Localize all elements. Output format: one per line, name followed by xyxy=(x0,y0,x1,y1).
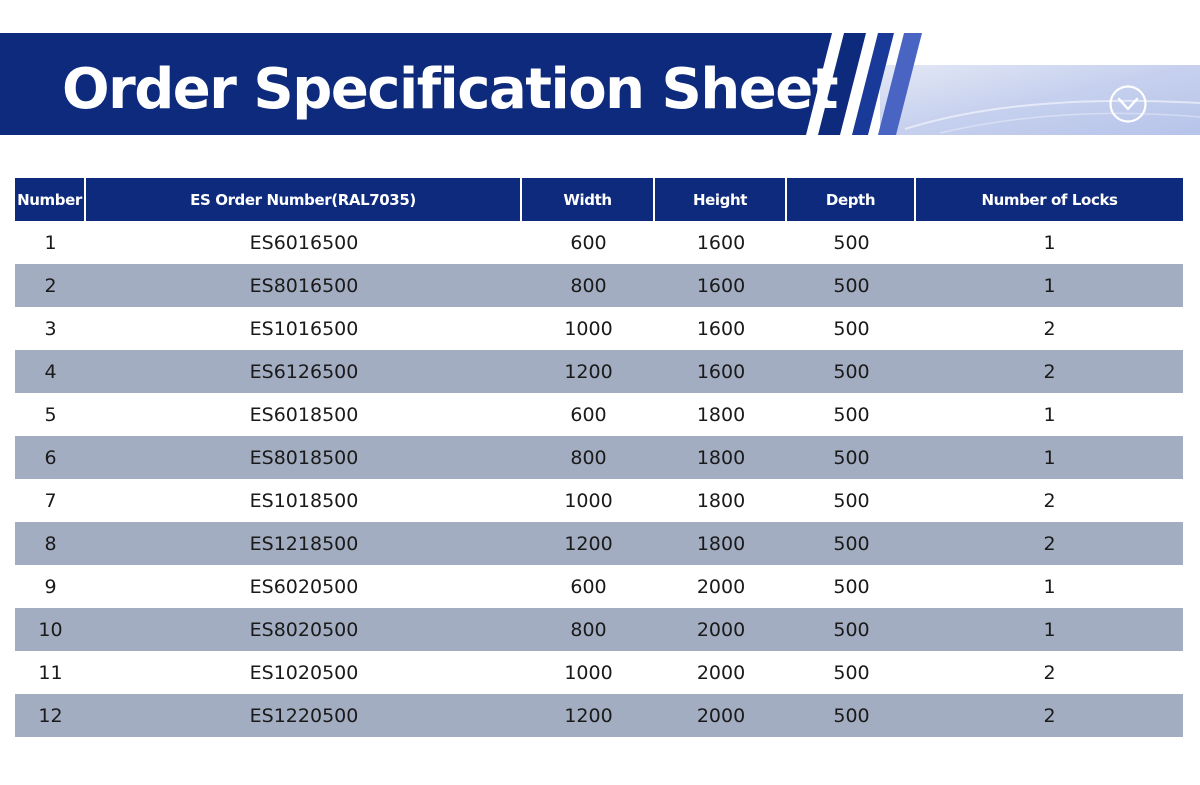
cell-order-number: ES1020500 xyxy=(249,661,359,684)
cell-order-number: ES1220500 xyxy=(86,694,522,737)
table-row xyxy=(15,350,1183,393)
cell-number: 11 xyxy=(38,661,63,684)
cell-depth: 500 xyxy=(833,317,870,340)
cell-locks: 1 xyxy=(916,436,1183,479)
cell-height: 1800 xyxy=(696,489,746,512)
cell-depth: 500 xyxy=(787,522,916,565)
cell-locks: 1 xyxy=(916,608,1183,651)
table-row xyxy=(15,221,1183,264)
table-row xyxy=(15,651,1183,694)
cell-width: 800 xyxy=(522,608,655,651)
cell-width: 800 xyxy=(522,264,655,307)
page-title: Order Specification Sheet xyxy=(62,57,837,122)
cell-number: 1 xyxy=(44,231,57,254)
cell-order-number: ES8018500 xyxy=(86,436,522,479)
table-row xyxy=(15,436,1183,479)
cell-locks: 2 xyxy=(916,522,1183,565)
cell-order-number: ES1016500 xyxy=(249,317,359,340)
cell-number: 7 xyxy=(44,489,57,512)
cell-width: 1000 xyxy=(564,661,613,684)
cell-locks: 2 xyxy=(1043,661,1056,684)
cell-order-number: ES1018500 xyxy=(249,489,359,512)
cell-locks: 2 xyxy=(916,350,1183,393)
cell-width: 1200 xyxy=(522,694,655,737)
cell-depth: 500 xyxy=(787,436,916,479)
cell-height: 1600 xyxy=(696,317,746,340)
column-header-width: Width xyxy=(522,178,655,221)
cell-number: 8 xyxy=(15,522,86,565)
cell-order-number: ES8016500 xyxy=(86,264,522,307)
cell-width: 600 xyxy=(570,575,607,598)
cell-width: 1000 xyxy=(564,317,613,340)
cell-locks: 1 xyxy=(916,264,1183,307)
cell-locks: 1 xyxy=(1043,231,1056,254)
column-header-depth: Depth xyxy=(787,178,916,221)
cell-height: 1800 xyxy=(655,436,787,479)
cell-number: 2 xyxy=(15,264,86,307)
column-header-order-number: ES Order Number(RAL7035) xyxy=(86,178,522,221)
cell-number: 3 xyxy=(44,317,57,340)
cell-number: 4 xyxy=(15,350,86,393)
cell-depth: 500 xyxy=(833,231,870,254)
cell-number: 5 xyxy=(44,403,57,426)
table-row xyxy=(15,393,1183,436)
column-header-locks: Number of Locks xyxy=(916,178,1183,221)
cell-width: 800 xyxy=(522,436,655,479)
table-row xyxy=(15,522,1183,565)
column-header-number: Number xyxy=(15,178,86,221)
table-row xyxy=(15,479,1183,522)
cell-height: 2000 xyxy=(696,661,746,684)
cell-height: 1800 xyxy=(696,403,746,426)
cell-depth: 500 xyxy=(833,489,870,512)
table-row xyxy=(15,307,1183,350)
cell-width: 1200 xyxy=(522,350,655,393)
cell-width: 1200 xyxy=(522,522,655,565)
cell-locks: 1 xyxy=(1043,575,1056,598)
cell-height: 2000 xyxy=(696,575,746,598)
cell-number: 10 xyxy=(15,608,86,651)
cell-depth: 500 xyxy=(787,694,916,737)
cell-width: 600 xyxy=(570,231,607,254)
column-header-height: Height xyxy=(655,178,787,221)
cell-number: 6 xyxy=(15,436,86,479)
cell-depth: 500 xyxy=(833,575,870,598)
cell-height: 2000 xyxy=(655,694,787,737)
cell-height: 1600 xyxy=(696,231,746,254)
cell-locks: 2 xyxy=(1043,489,1056,512)
cell-depth: 500 xyxy=(787,608,916,651)
cell-order-number: ES8020500 xyxy=(86,608,522,651)
cell-locks: 1 xyxy=(1043,403,1056,426)
cell-order-number: ES6020500 xyxy=(249,575,359,598)
cell-height: 1600 xyxy=(655,350,787,393)
table-header-row xyxy=(15,178,1183,221)
cell-number: 9 xyxy=(44,575,57,598)
cell-number: 12 xyxy=(15,694,86,737)
cell-height: 1800 xyxy=(655,522,787,565)
cell-depth: 500 xyxy=(833,403,870,426)
cell-order-number: ES1218500 xyxy=(86,522,522,565)
cell-height: 2000 xyxy=(655,608,787,651)
cell-order-number: ES6016500 xyxy=(249,231,359,254)
cell-depth: 500 xyxy=(833,661,870,684)
cell-depth: 500 xyxy=(787,264,916,307)
cell-width: 600 xyxy=(570,403,607,426)
cell-order-number: ES6126500 xyxy=(86,350,522,393)
table-row xyxy=(15,608,1183,651)
order-spec-table xyxy=(15,178,1183,737)
table-row xyxy=(15,565,1183,608)
cell-depth: 500 xyxy=(787,350,916,393)
cell-width: 1000 xyxy=(564,489,613,512)
table-row xyxy=(15,264,1183,307)
cell-height: 1600 xyxy=(655,264,787,307)
cell-locks: 2 xyxy=(916,694,1183,737)
table-row xyxy=(15,694,1183,737)
chevron-down-icon[interactable] xyxy=(1108,84,1148,124)
cell-locks: 2 xyxy=(1043,317,1056,340)
cell-order-number: ES6018500 xyxy=(249,403,359,426)
